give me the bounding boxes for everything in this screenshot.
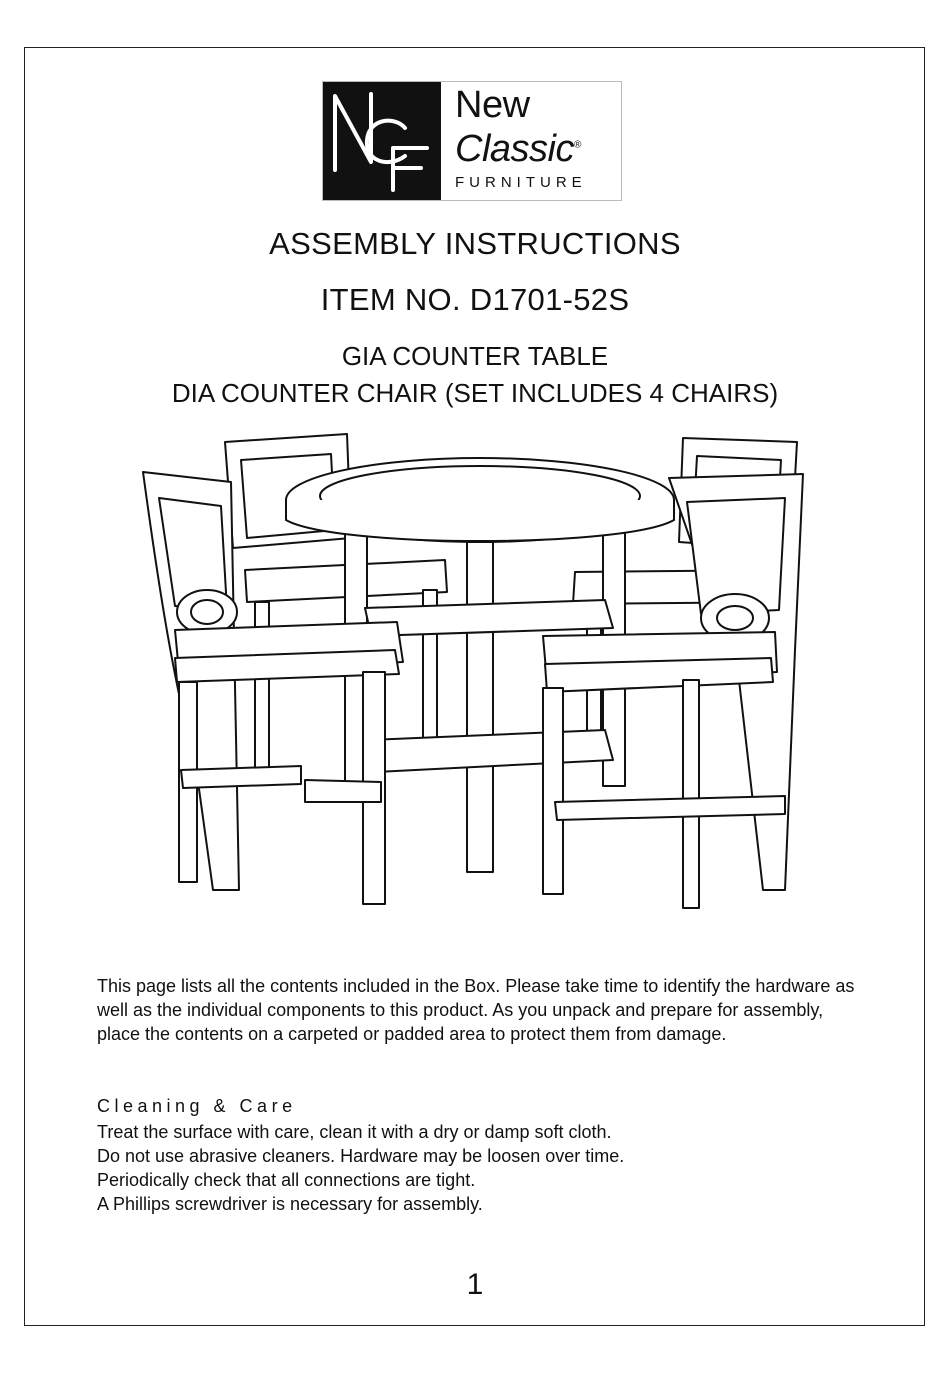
care-line: Do not use abrasive cleaners. Hardware may be loosen over time. — [97, 1146, 625, 1166]
page-number: 1 — [466, 1268, 484, 1301]
brand-logo — [322, 81, 622, 201]
item-number: ITEM NO. D1701-52S — [320, 282, 630, 317]
logo-word-furniture: FURNITURE — [455, 174, 587, 191]
logo-word-new: New — [455, 84, 530, 126]
care-line: Periodically check that all connections are tight. — [97, 1170, 476, 1190]
cleaning-care-heading: Cleaning & Care — [97, 1096, 297, 1116]
care-line: Treat the surface with care, clean it with a dry or damp soft cloth. — [97, 1122, 612, 1142]
care-instructions-list — [97, 1120, 624, 1216]
product-chair-name: DIA COUNTER CHAIR (SET INCLUDES 4 CHAIRS) — [171, 378, 779, 408]
contents-intro-text: This page lists all the contents included in the Box. Please take time to identify the hardware as well as the individual components to this product. As you unpack and prepare for assembly, place the contents on a carpeted or padded area to protect them from damage. — [97, 976, 855, 1044]
logo-classic-text: Classic — [455, 128, 574, 170]
registered-mark: ® — [573, 139, 581, 151]
ncf-monogram — [323, 82, 441, 200]
document-title: ASSEMBLY INSTRUCTIONS — [269, 226, 681, 261]
logo-word-classic — [455, 128, 581, 171]
dining-set-illustration — [135, 430, 815, 940]
product-table-name: GIA COUNTER TABLE — [341, 341, 609, 371]
care-line: A Phillips screwdriver is necessary for assembly. — [97, 1194, 483, 1214]
